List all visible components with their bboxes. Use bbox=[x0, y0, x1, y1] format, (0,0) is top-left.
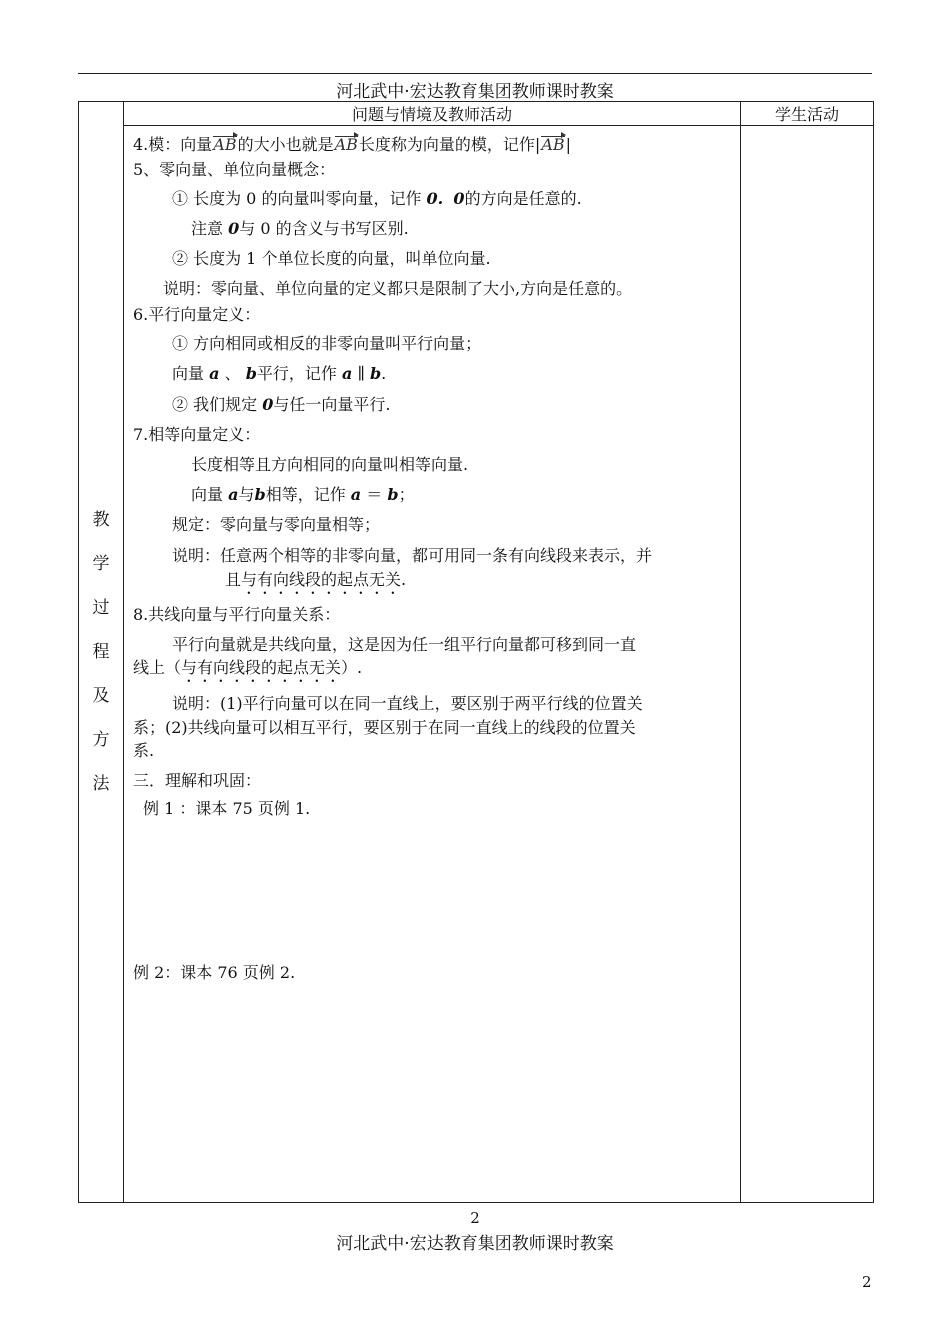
student-activity-cell bbox=[741, 126, 874, 1203]
line-unit-vector: ② 长度为 1 个单位长度的向量，叫单位向量. bbox=[172, 249, 491, 268]
line-example-1: 例 1 ：课本 75 页例 1. bbox=[143, 799, 311, 818]
column-header-student: 学生活动 bbox=[741, 102, 874, 126]
line-note-3: 说明：(1)平行向量可以在同一直线上，要区别于两平行线的位置关 bbox=[172, 694, 643, 713]
line-parallel-notation: 向量 a 、 b平行，记作 a ∥ b. bbox=[172, 364, 387, 383]
column-header-activity: 问题与情境及教师活动 bbox=[124, 102, 741, 126]
line-parallel-heading: 6.平行向量定义： bbox=[133, 305, 261, 324]
page-number-center: 2 bbox=[470, 1209, 480, 1227]
line-zero-parallel: ② 我们规定 0与任一向量平行. bbox=[172, 395, 391, 414]
line-zero-vector: ① 长度为 0 的向量叫零向量，记作 0. 0的方向是任意的. bbox=[172, 189, 582, 208]
page-number-right: 2 bbox=[862, 1273, 872, 1291]
footer-title: 河北武中·宏达教育集团教师课时教案 bbox=[336, 1234, 614, 1254]
vector-ab: AB bbox=[213, 135, 237, 154]
line-note-1: 说明：零向量、单位向量的定义都只是限制了大小,方向是任意的。 bbox=[163, 279, 633, 298]
activity-cell bbox=[124, 126, 741, 1203]
line-parallel-def: ① 方向相同或相反的非零向量叫平行向量； bbox=[172, 334, 482, 353]
line-note-2-cont: 且与有向线段的起点无关. bbox=[225, 570, 407, 589]
side-label: 教 学 过 程 及 方 法 bbox=[92, 510, 110, 794]
line-example-2: 例 2：课本 76 页例 2. bbox=[133, 963, 296, 982]
line-note-2: 说明：任意两个相等的非零向量，都可用同一条有向线段来表示，并 bbox=[172, 546, 653, 565]
line-equal-notation: 向量 a与b相等，记作 a ＝ b； bbox=[191, 485, 415, 504]
vector-ab: AB bbox=[541, 135, 565, 154]
line-collinear-heading: 8.共线向量与平行向量关系： bbox=[133, 605, 341, 624]
line-section-three: 三．理解和巩固： bbox=[133, 771, 262, 790]
header-title: 河北武中·宏达教育集团教师课时教案 bbox=[336, 82, 614, 102]
vector-ab: AB bbox=[334, 135, 358, 154]
line-zero-note: 注意 0与 0 的含义与书写区别. bbox=[191, 219, 409, 238]
line-zero-unit-heading: 5、零向量、单位向量概念： bbox=[133, 160, 336, 179]
line-note-3-end: 系. bbox=[133, 741, 155, 760]
lesson-table bbox=[78, 101, 874, 1203]
line-equal-heading: 7.相等向量定义： bbox=[133, 425, 261, 444]
line-collinear-1: 平行向量就是共线向量，这是因为任一组平行向量都可移到同一直 bbox=[172, 635, 637, 654]
side-column bbox=[79, 102, 124, 1203]
header-rule bbox=[78, 73, 872, 74]
line-equal-def: 长度相等且方向相同的向量叫相等向量. bbox=[191, 455, 469, 474]
line-collinear-2: 线上（与有向线段的起点无关）. bbox=[133, 658, 363, 677]
line-equal-rule: 规定：零向量与零向量相等； bbox=[172, 515, 381, 534]
line-note-3-cont: 系；(2)共线向量可以相互平行，要区别于在同一直线上的线段的位置关 bbox=[133, 718, 636, 737]
line-modulus: 4.模：向量AB的大小也就是AB长度称为向量的模，记作|AB| bbox=[133, 135, 572, 154]
